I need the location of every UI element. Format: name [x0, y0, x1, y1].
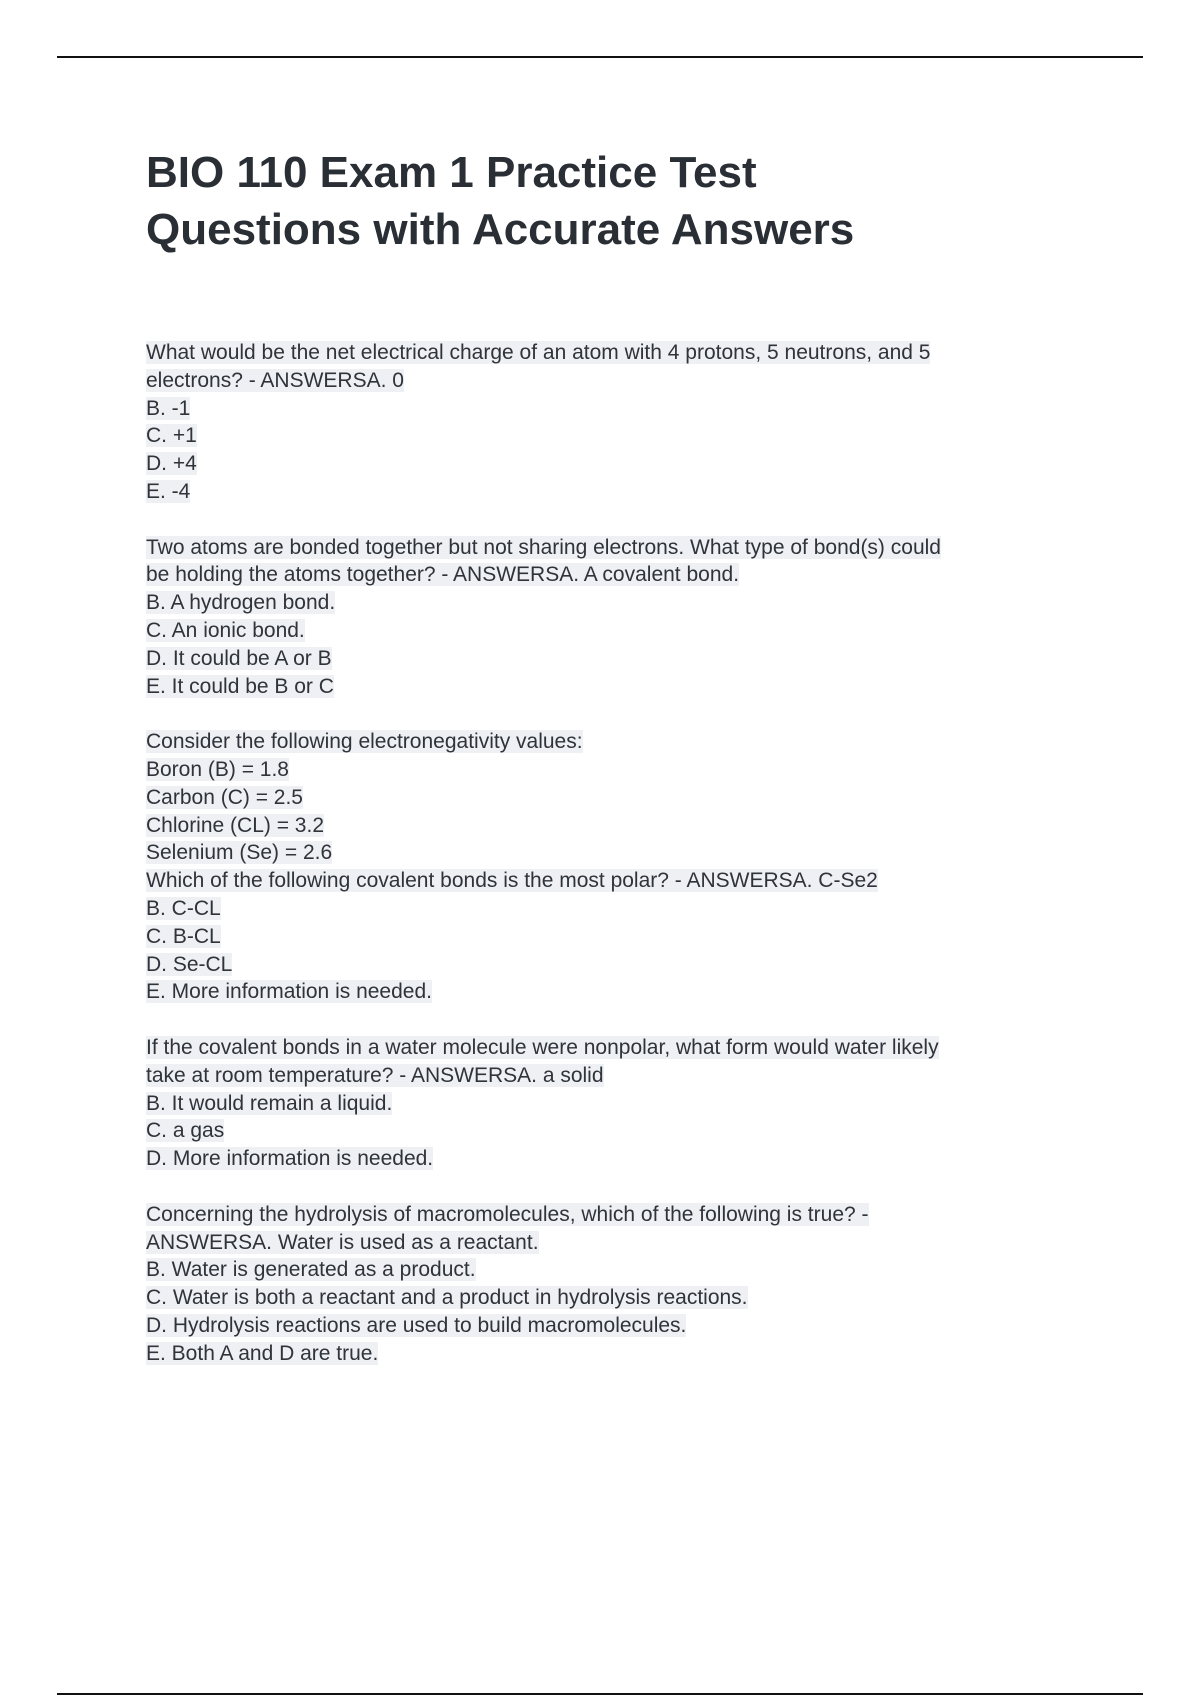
question-text-line: If the covalent bonds in a water molecule were nonpolar, what form would water likely	[146, 1035, 939, 1059]
electronegativity-value: Chlorine (CL) = 3.2	[146, 813, 324, 837]
question-text-line: electrons? - ANSWERSA. 0	[146, 368, 404, 392]
answer-option: D. More information is needed.	[146, 1147, 434, 1171]
answer-option: C. +1	[146, 424, 197, 448]
question-text-line: Consider the following electronegativity values:	[146, 730, 583, 754]
question-list	[146, 339, 1086, 1395]
question-text-line: Which of the following covalent bonds is the most polar? - ANSWERSA. C-Se2	[146, 869, 878, 893]
electronegativity-value: Selenium (Se) = 2.6	[146, 841, 333, 865]
answer-option: B. It would remain a liquid.	[146, 1091, 393, 1115]
page-title	[146, 144, 1046, 258]
answer-option: D. +4	[146, 452, 197, 476]
question-block-2	[146, 534, 1086, 701]
question-block-4	[146, 1034, 1086, 1173]
answer-option: E. Both A and D are true.	[146, 1341, 379, 1365]
question-text-line: Two atoms are bonded together but not sharing electrons. What type of bond(s) could	[146, 535, 941, 559]
answer-option: D. Hydrolysis reactions are used to build macromolecules.	[146, 1313, 687, 1337]
question-text-line: be holding the atoms together? - ANSWERSA. A covalent bond.	[146, 563, 740, 587]
question-block-3	[146, 728, 1086, 1006]
answer-option: B. A hydrogen bond.	[146, 591, 336, 615]
electronegativity-value: Boron (B) = 1.8	[146, 757, 289, 781]
answer-option: C. a gas	[146, 1119, 225, 1143]
answer-option: B. C-CL	[146, 896, 221, 920]
answer-option: E. More information is needed.	[146, 980, 432, 1004]
question-block-5	[146, 1201, 1086, 1368]
question-text-line: What would be the net electrical charge of an atom with 4 protons, 5 neutrons, and 5	[146, 341, 931, 364]
question-text-line: ANSWERSA. Water is used as a reactant.	[146, 1230, 539, 1254]
answer-option: B. Water is generated as a product.	[146, 1258, 476, 1282]
answer-option: D. Se-CL	[146, 952, 233, 976]
top-divider	[57, 56, 1143, 58]
answer-option: E. It could be B or C	[146, 674, 334, 698]
question-block-1	[146, 339, 1086, 506]
answer-option: B. -1	[146, 396, 191, 420]
electronegativity-value: Carbon (C) = 2.5	[146, 785, 303, 809]
title-line-1: BIO 110 Exam 1 Practice Test	[146, 148, 757, 197]
answer-option: C. Water is both a reactant and a product in hydrolysis reactions.	[146, 1286, 748, 1310]
answer-option: E. -4	[146, 479, 191, 503]
bottom-divider	[57, 1693, 1143, 1695]
title-line-2: Questions with Accurate Answers	[146, 205, 855, 254]
question-text-line: Concerning the hydrolysis of macromolecules, which of the following is true? -	[146, 1202, 869, 1226]
answer-option: C. An ionic bond.	[146, 618, 305, 642]
answer-option: D. It could be A or B	[146, 646, 332, 670]
answer-option: C. B-CL	[146, 924, 221, 948]
question-text-line: take at room temperature? - ANSWERSA. a solid	[146, 1063, 604, 1087]
